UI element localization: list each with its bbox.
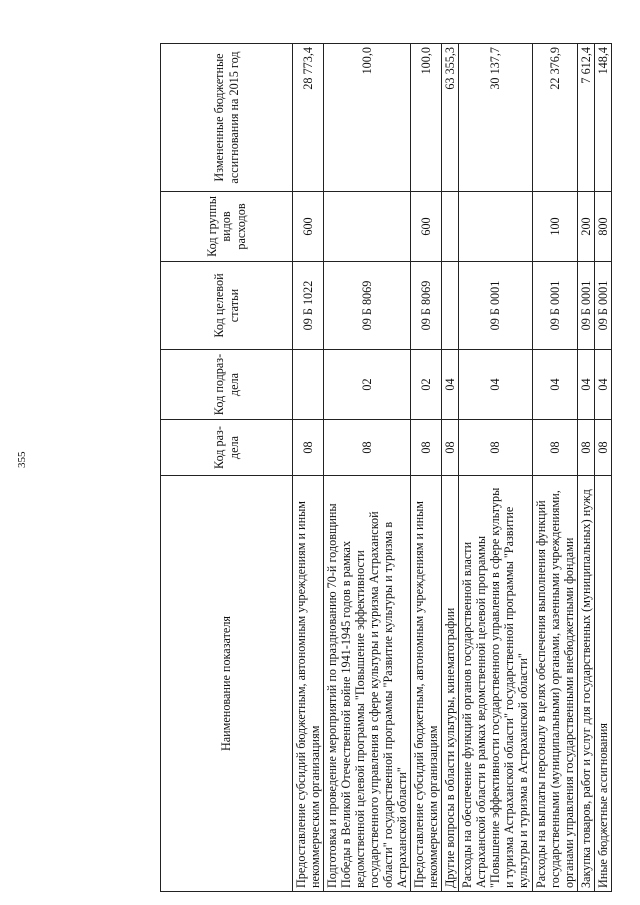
cell-razdel: 08 bbox=[324, 420, 411, 476]
cell-vr bbox=[459, 192, 532, 262]
rotated-table-container bbox=[160, 44, 610, 892]
table-row bbox=[459, 44, 532, 892]
cell-csr bbox=[442, 262, 459, 350]
cell-podrazdel: 04 bbox=[532, 350, 577, 420]
budget-table bbox=[160, 43, 612, 892]
cell-name: Предоставление субсидий бюджетным, автономным учреждениям и иным некоммерческим организациям bbox=[411, 476, 442, 892]
cell-name: Расходы на обеспечение функций органов государственной власти Астраханской области в рамках ведомственной целевой программы "Повышение эффективности государственного управления в сфере культуры и туризма Астраханской области" государственной программы "Развитие культуры и туризма в Астраханской области" bbox=[459, 476, 532, 892]
cell-razdel: 08 bbox=[594, 420, 611, 476]
cell-name: Подготовка и проведение мероприятий по празднованию 70-й годовщины Победы в Великой Отечественной войне 1941-1945 годов в рамках ведомственной целевой программы "Повышение эффективности государственного управления в сфере культуры и туризма Астраханской области" государственной программы "Развитие культуры и туризма в Астраханской области" bbox=[324, 476, 411, 892]
table-row bbox=[442, 44, 459, 892]
page-number: 355 bbox=[16, 451, 28, 468]
cell-vr: 800 bbox=[594, 192, 611, 262]
cell-podrazdel: 02 bbox=[411, 350, 442, 420]
cell-name: Иные бюджетные ассигнования bbox=[594, 476, 611, 892]
cell-name: Закупка товаров, работ и услуг для государственных (муниципальных) нужд bbox=[577, 476, 594, 892]
cell-razdel: 08 bbox=[459, 420, 532, 476]
cell-sum: 30 137,7 bbox=[459, 44, 532, 192]
cell-csr: 09 Б 8069 bbox=[324, 262, 411, 350]
header-csr: Код целевой статьи bbox=[161, 262, 293, 350]
table-row bbox=[324, 44, 411, 892]
cell-sum: 100,0 bbox=[411, 44, 442, 192]
cell-vr: 600 bbox=[293, 192, 324, 262]
cell-sum: 7 612,4 bbox=[577, 44, 594, 192]
cell-csr: 09 Б 0001 bbox=[577, 262, 594, 350]
cell-csr: 09 Б 1022 bbox=[293, 262, 324, 350]
cell-name: Расходы на выплаты персоналу в целях обеспечения выполнения функций государственными (муниципальными) органами, казенными учреждениями, органами управления государственными внебюджетными фондами bbox=[532, 476, 577, 892]
cell-vr bbox=[324, 192, 411, 262]
cell-vr: 100 bbox=[532, 192, 577, 262]
table-row bbox=[411, 44, 442, 892]
cell-sum: 63 355,3 bbox=[442, 44, 459, 192]
cell-vr: 200 bbox=[577, 192, 594, 262]
cell-podrazdel: 04 bbox=[442, 350, 459, 420]
cell-podrazdel: 04 bbox=[594, 350, 611, 420]
cell-vr: 600 bbox=[411, 192, 442, 262]
cell-name: Другие вопросы в области культуры, кинематографии bbox=[442, 476, 459, 892]
header-sum: Измененные бюджетные ассигнования на 2015 год bbox=[161, 44, 293, 192]
cell-podrazdel: 04 bbox=[459, 350, 532, 420]
table-row bbox=[532, 44, 577, 892]
cell-vr bbox=[442, 192, 459, 262]
cell-podrazdel: 02 bbox=[324, 350, 411, 420]
header-name: Наименование показателя bbox=[161, 476, 293, 892]
cell-sum: 148,4 bbox=[594, 44, 611, 192]
cell-podrazdel bbox=[293, 350, 324, 420]
cell-sum: 28 773,4 bbox=[293, 44, 324, 192]
header-razdel: Код раз-дела bbox=[161, 420, 293, 476]
cell-csr: 09 Б 0001 bbox=[459, 262, 532, 350]
cell-podrazdel: 04 bbox=[577, 350, 594, 420]
cell-csr: 09 Б 8069 bbox=[411, 262, 442, 350]
cell-razdel: 08 bbox=[411, 420, 442, 476]
cell-razdel: 08 bbox=[577, 420, 594, 476]
cell-csr: 09 Б 0001 bbox=[532, 262, 577, 350]
table-row bbox=[594, 44, 611, 892]
table-row bbox=[577, 44, 594, 892]
cell-name: Предоставление субсидий бюджетным, автономным учреждениям и иным некоммерческим организациям bbox=[293, 476, 324, 892]
cell-razdel: 08 bbox=[442, 420, 459, 476]
cell-sum: 100,0 bbox=[324, 44, 411, 192]
header-vr: Код группы видов расходов bbox=[161, 192, 293, 262]
cell-csr: 09 Б 0001 bbox=[594, 262, 611, 350]
cell-razdel: 08 bbox=[293, 420, 324, 476]
table-row bbox=[293, 44, 324, 892]
cell-razdel: 08 bbox=[532, 420, 577, 476]
cell-sum: 22 376,9 bbox=[532, 44, 577, 192]
table-header-row bbox=[161, 44, 293, 892]
header-podrazdel: Код подраз-дела bbox=[161, 350, 293, 420]
